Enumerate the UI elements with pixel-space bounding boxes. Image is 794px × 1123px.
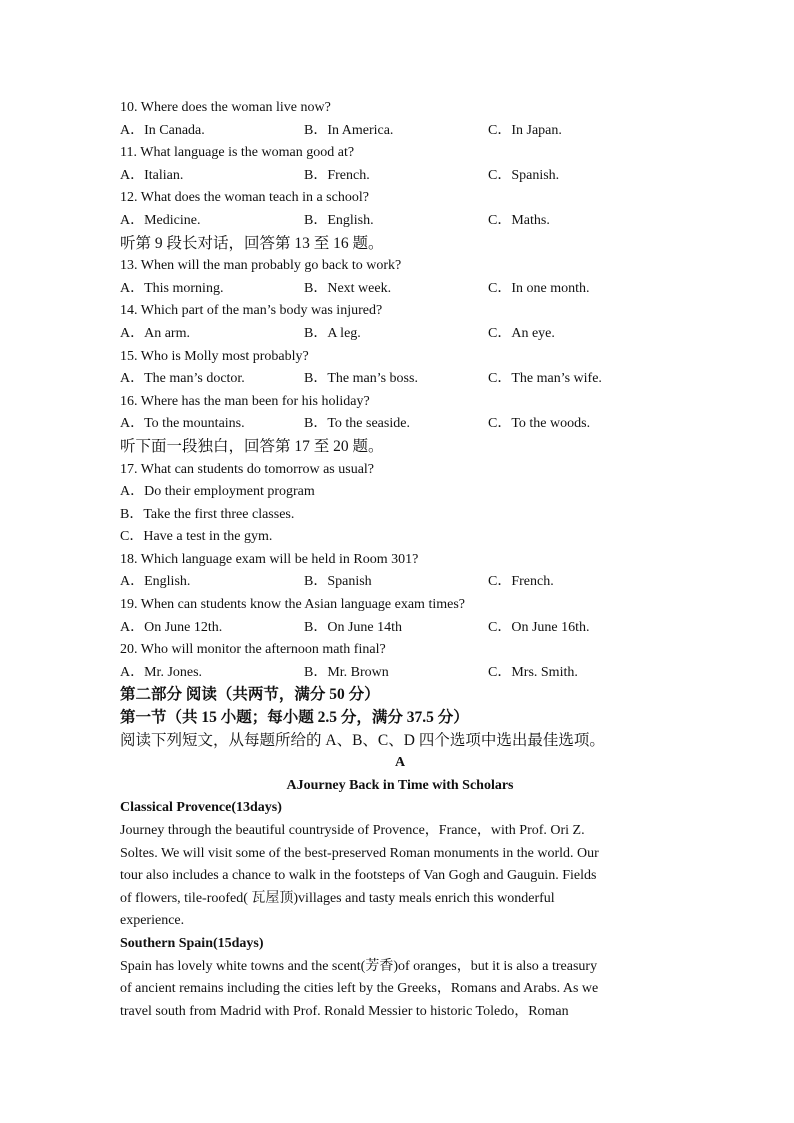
question-12: 12. What does the woman teach in a school? xyxy=(120,190,369,206)
question-16: 16. Where has the man been for his holiday? xyxy=(120,393,370,409)
option-a: A．To the mountains. xyxy=(120,416,245,432)
question-17: 17. What can students do tomorrow as usual? xyxy=(120,461,375,477)
option-c: C．On June 16th. xyxy=(488,619,590,635)
options-11 xyxy=(120,165,680,188)
tour2-title: Southern Spain(15days) xyxy=(120,935,264,951)
option-a: A．On June 12th. xyxy=(120,619,223,635)
option-b: B．The man’s boss. xyxy=(304,371,418,387)
paragraph-line: tour also includes a chance to walk in the footsteps of Van Gogh and Gauguin. Fields xyxy=(120,868,597,884)
option-b: B．Next week. xyxy=(304,280,392,296)
part2-instruction: 阅读下列短文，从每题所给的 A、B、C、D 四个选项中选出最佳选项。 xyxy=(120,731,605,749)
option-a: A．Medicine. xyxy=(120,212,201,228)
option-b: B．A leg. xyxy=(304,325,361,341)
option-17-c: C．Have a test in the gym. xyxy=(120,529,273,545)
question-20: 20. Who will monitor the afternoon math final? xyxy=(120,642,386,658)
option-c: C．The man’s wife. xyxy=(488,371,602,387)
tour2-paragraph xyxy=(120,956,680,1024)
option-a: A．In Canada. xyxy=(120,122,205,138)
option-b: B．French. xyxy=(304,167,370,183)
option-a: A．English. xyxy=(120,574,191,590)
option-c: C．Mrs. Smith. xyxy=(488,664,578,680)
question-10: 10. Where does the woman live now? xyxy=(120,100,331,115)
paragraph-line: Journey through the beautiful countryside of Provence，France，with Prof. Ori Z. xyxy=(120,823,585,838)
option-c: C．Maths. xyxy=(488,212,550,228)
question-13: 13. When will the man probably go back to work? xyxy=(120,258,402,274)
options-18 xyxy=(120,571,680,594)
part2-title: 第二部分 阅读（共两节，满分 50 分） xyxy=(120,686,380,704)
question-14: 14. Which part of the man’s body was injured? xyxy=(120,303,383,319)
paragraph-line: Spain has lovely white towns and the scent(芳香)of oranges，but it is also a treasury xyxy=(120,958,598,974)
option-17-a: A．Do their employment program xyxy=(120,484,315,500)
option-c: C．An eye. xyxy=(488,325,555,341)
option-c: C．In Japan. xyxy=(488,122,562,138)
options-15 xyxy=(120,368,680,391)
option-c: C．To the woods. xyxy=(488,416,591,432)
option-a: A．The man’s doctor. xyxy=(120,371,245,387)
option-c: C．In one month. xyxy=(488,280,590,296)
section-10-instruction: 听下面一段独白，回答第 17 至 20 题。 xyxy=(120,437,384,455)
part2-subtitle: 第一节（共 15 小题；每小题 2.5 分，满分 37.5 分） xyxy=(120,709,469,727)
option-a: A．Italian. xyxy=(120,167,184,183)
option-b: B．On June 14th xyxy=(304,619,402,635)
options-12 xyxy=(120,210,680,233)
paragraph-line: of flowers, tile-roofed( 瓦屋顶)villages and tasty meals enrich this wonderful xyxy=(120,890,555,906)
paragraph-line: of ancient remains including the cities left by the Greeks，Romans and Arabs. As we xyxy=(120,981,599,997)
passage-title: AJourney Back in Time with Scholars xyxy=(286,777,514,793)
options-14 xyxy=(120,323,680,346)
option-c: C．French. xyxy=(488,574,554,590)
paragraph-line: experience. xyxy=(120,913,185,929)
option-a: A．An arm. xyxy=(120,325,190,341)
tour1-paragraph xyxy=(120,820,680,933)
options-13 xyxy=(120,278,680,301)
question-19: 19. When can students know the Asian language exam times? xyxy=(120,597,465,613)
passage-letter: A xyxy=(394,755,406,771)
tour1-title: Classical Provence(13days) xyxy=(120,800,282,816)
exam-content xyxy=(120,97,680,1023)
question-18: 18. Which language exam will be held in Room 301? xyxy=(120,551,419,567)
options-16 xyxy=(120,413,680,436)
option-b: B．Mr. Brown xyxy=(304,664,389,680)
option-a: A．This morning. xyxy=(120,280,224,296)
section-9-instruction: 听第 9 段长对话，回答第 13 至 16 题。 xyxy=(120,234,384,252)
option-b: B．Spanish xyxy=(304,574,372,590)
question-15: 15. Who is Molly most probably? xyxy=(120,348,309,364)
option-17-b: B．Take the first three classes. xyxy=(120,506,295,522)
option-a: A．Mr. Jones. xyxy=(120,664,203,680)
option-b: B．To the seaside. xyxy=(304,416,410,432)
question-11: 11. What language is the woman good at? xyxy=(120,145,355,161)
paragraph-line: Soltes. We will visit some of the best-preserved Roman monuments in the world. Our xyxy=(120,845,599,861)
options-10 xyxy=(120,120,680,143)
options-19 xyxy=(120,617,680,640)
option-c: C．Spanish. xyxy=(488,167,560,183)
options-20 xyxy=(120,662,680,685)
option-b: B．English. xyxy=(304,212,374,228)
paragraph-line: travel south from Madrid with Prof. Ronald Messier to historic Toledo，Roman xyxy=(120,1003,569,1019)
option-b: B．In America. xyxy=(304,122,394,138)
